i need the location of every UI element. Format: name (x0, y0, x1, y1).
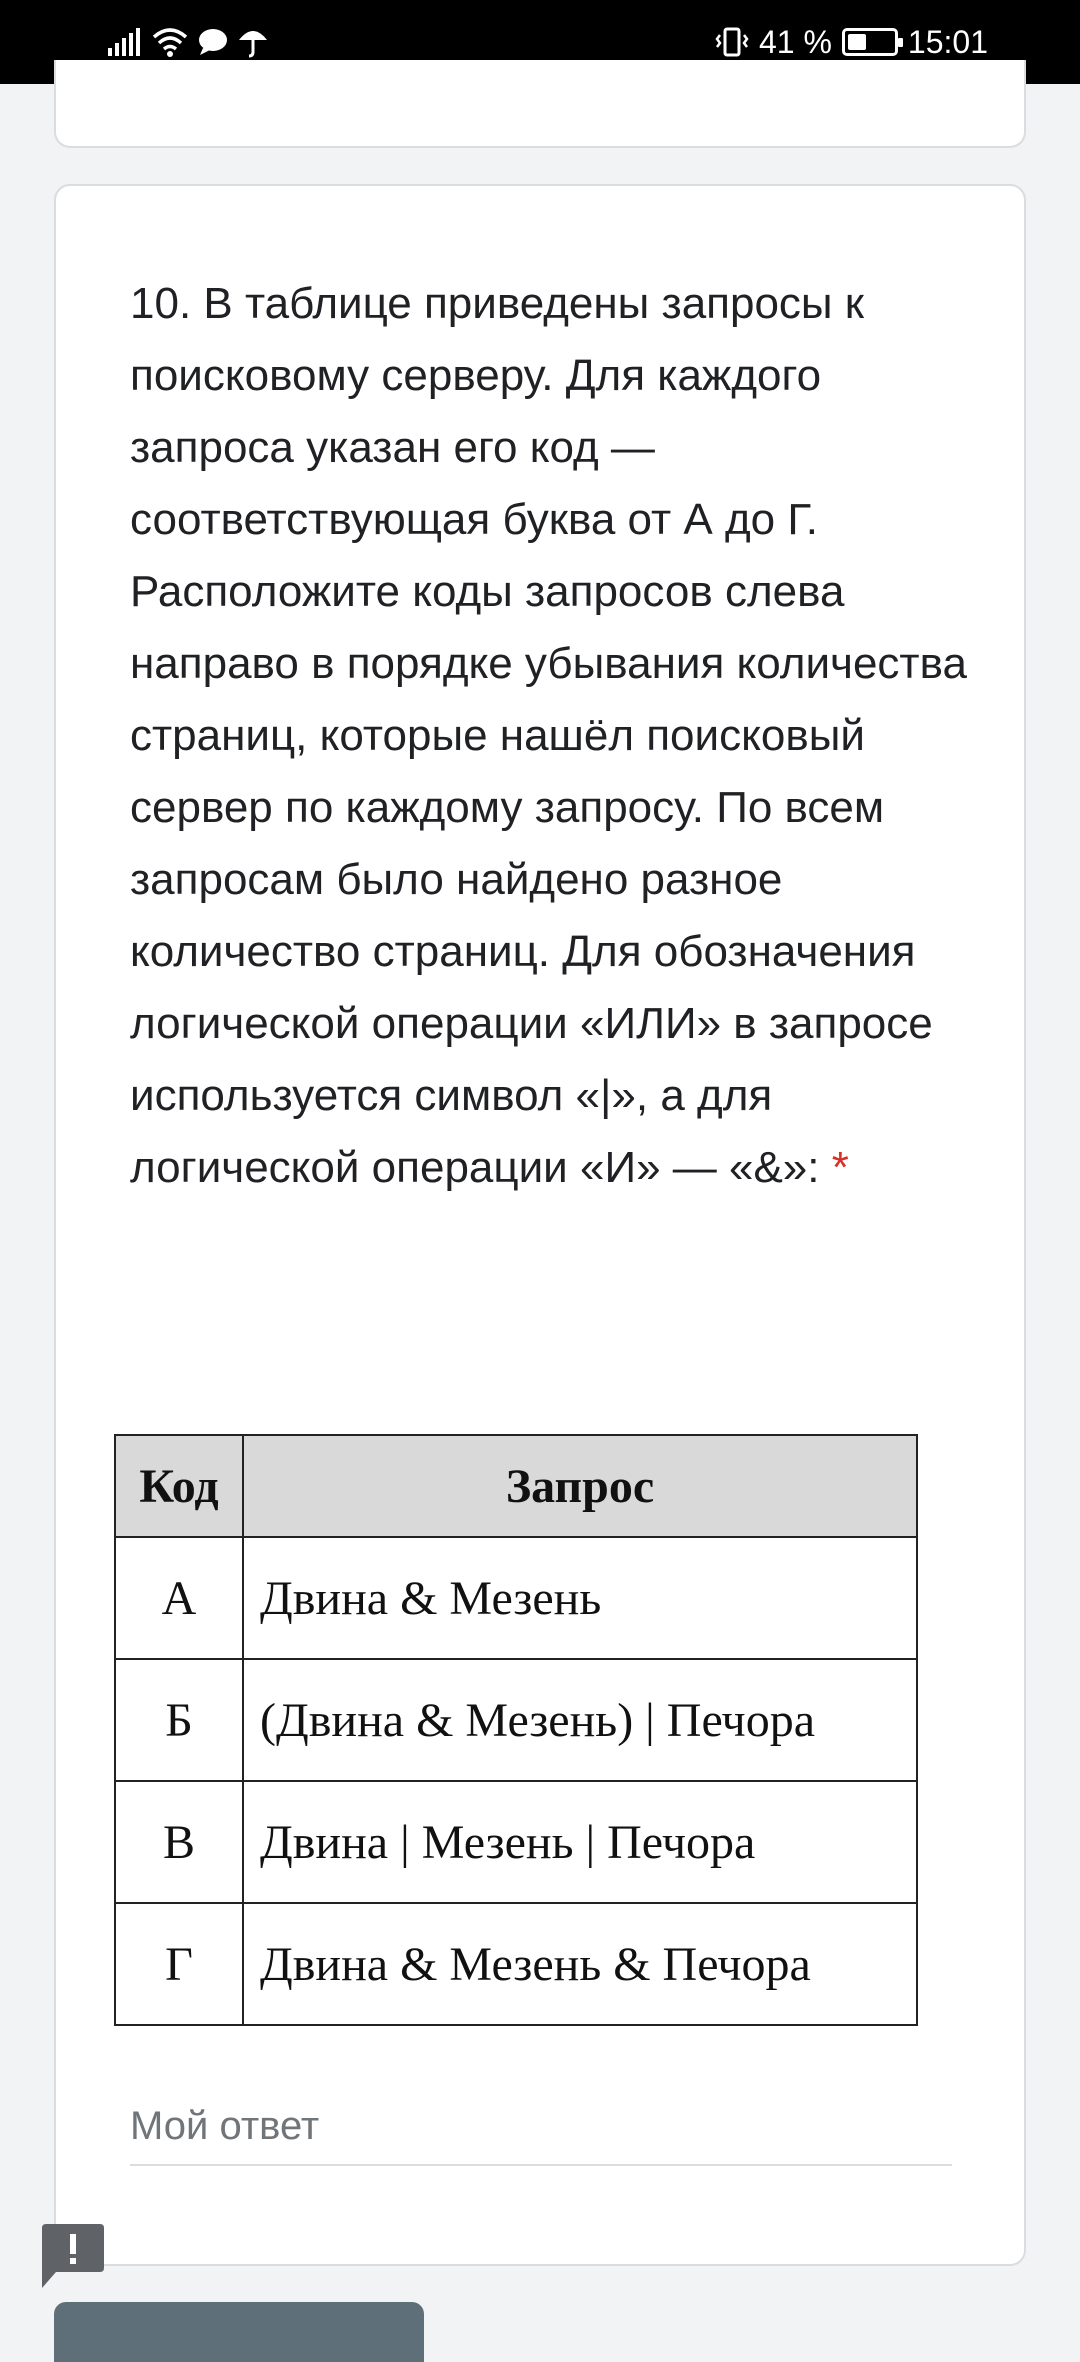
battery-icon (842, 28, 898, 56)
row-query: Двина & Мезень (243, 1537, 917, 1659)
battery-percent: 41 % (758, 23, 832, 60)
question-card (54, 184, 1026, 2266)
wifi-icon (152, 27, 188, 57)
row-code: Г (115, 1903, 243, 2025)
table-row (115, 1903, 917, 2025)
umbrella-icon (238, 26, 268, 58)
answer-field-container (130, 2094, 952, 2166)
battery-level (848, 34, 866, 50)
required-asterisk: * (831, 1143, 849, 1192)
row-query: Двина | Мезень | Печора (243, 1781, 917, 1903)
row-code: А (115, 1537, 243, 1659)
signal-icon (108, 28, 142, 56)
table-row (115, 1781, 917, 1903)
feedback-icon[interactable] (42, 2224, 104, 2290)
table-row (115, 1659, 917, 1781)
row-code: Б (115, 1659, 243, 1781)
header-code: Код (115, 1435, 243, 1537)
row-query: Двина & Мезень & Печора (243, 1903, 917, 2025)
question-text: 10. В таблице приведены запросы к поисковому серверу. Для каждого запроса указан его код — соответствующая буква от А до Г. Расположите коды запросов слева направо в порядке убывания количества страниц, которые нашёл поисковый сервер по каждому запросу. По всем запросам было найдено разное количество страниц. Для обозначения логической операции «ИЛИ» в запросе используется символ «|», а для логической операции «И» — «&»: (130, 279, 967, 1192)
table-row (115, 1537, 917, 1659)
vibrate-icon (715, 27, 749, 57)
chat-bubble-icon (198, 28, 228, 56)
question-text-block (130, 268, 970, 1204)
submit-button[interactable] (54, 2302, 424, 2362)
query-table (114, 1434, 918, 2026)
clock: 15:01 (907, 23, 988, 60)
status-left-icons (108, 22, 268, 62)
table-header-row (115, 1435, 917, 1537)
status-right-icons (715, 20, 988, 64)
header-query: Запрос (243, 1435, 917, 1537)
answer-input[interactable] (130, 2094, 952, 2158)
previous-question-card (54, 60, 1026, 148)
row-code: В (115, 1781, 243, 1903)
row-query: (Двина & Мезень) | Печора (243, 1659, 917, 1781)
